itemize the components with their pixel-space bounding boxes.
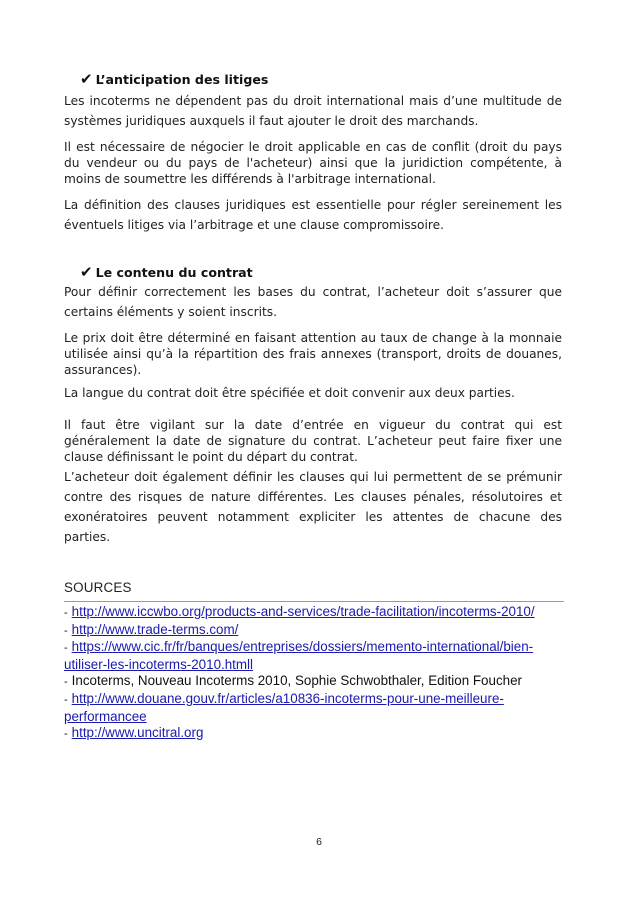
source-link[interactable]: https://www.cic.fr/fr/banques/entreprises/dossiers/memento-international/bien-utiliser-les-incoterms-2010.htmll [64,639,534,672]
sources-heading: SOURCES [64,580,132,595]
source-reference: Incoterms, Nouveau Incoterms 2010, Sophie Schwobthaler, Edition Foucher [71,673,522,689]
paragraph: Pour définir correctement les bases du contrat, l’acheteur doit s’assurer que certains éléments y soient inscrits. [64,285,562,319]
section-heading-contenu: ✔ Le contenu du contrat [80,263,253,281]
checkmark-icon: ✔ [80,70,93,88]
paragraph: Il faut être vigilant sur la date d’entrée en vigueur du contrat qui est généralement la date de signature du contrat. L’acheteur peut faire fixer une clause définissant le point du départ du contrat. [64,418,562,464]
checkmark-icon: ✔ [80,263,93,281]
paragraph: La définition des clauses juridiques est essentielle pour régler sereinement les éventuels litiges via l’arbitrage et une clause compromissoire. [64,198,562,232]
source-link[interactable]: http://www.uncitral.org [71,725,204,741]
paragraph: Les incoterms ne dépendent pas du droit international mais d’une multitude de systèmes juridiques auxquels il faut ajouter le droit des marchands. [64,94,562,128]
paragraph: L’acheteur doit également définir les clauses qui lui permettent de se prémunir contre des risques de nature différentes. Les clauses pénales, résolutoires et exonératoires peuvent notamment expliciter les attentes de chacune des parties. [64,470,562,544]
paragraph: Il est nécessaire de négocier le droit applicable en cas de conflit (droit du pays du vendeur ou du pays de l'acheteur) ainsi que la juridiction compétente, à moins de soumettre les différends à l'arbitrage international. [64,140,562,186]
source-item: - Incoterms, Nouveau Incoterms 2010, Sophie Schwobthaler, Edition Foucher [64,673,522,689]
source-link[interactable]: http://www.iccwbo.org/products-and-services/trade-facilitation/incoterms-2010/ [71,604,535,619]
source-link[interactable]: http://www.trade-terms.com/ [71,621,239,637]
sources-list [64,604,564,743]
divider [64,601,564,602]
paragraph: La langue du contrat doit être spécifiée et doit convenir aux deux parties. [64,386,515,400]
source-item: - http://www.uncitral.org [64,725,204,741]
source-item: - http://www.douane.gouv.fr/articles/a10836-incoterms-pour-une-meilleure-performancee [64,690,504,724]
source-item: - http://www.iccwbo.org/products-and-services/trade-facilitation/incoterms-2010/ [64,604,535,619]
source-item: - https://www.cic.fr/fr/banques/entreprises/dossiers/memento-international/bien-utiliser-les-incoterms-2010.htmll [64,639,534,672]
source-item: - http://www.trade-terms.com/ [64,621,239,637]
source-link[interactable]: http://www.douane.gouv.fr/articles/a10836-incoterms-pour-une-meilleure-performancee [64,690,504,724]
page-number: 6 [316,836,322,848]
paragraph: Le prix doit être déterminé en faisant attention au taux de change à la monnaie utilisée ainsi qu’à la répartition des frais annexes (transport, droits de douanes, assurances). [64,331,562,377]
section-heading-litiges: ✔ L’anticipation des litiges [80,70,269,88]
